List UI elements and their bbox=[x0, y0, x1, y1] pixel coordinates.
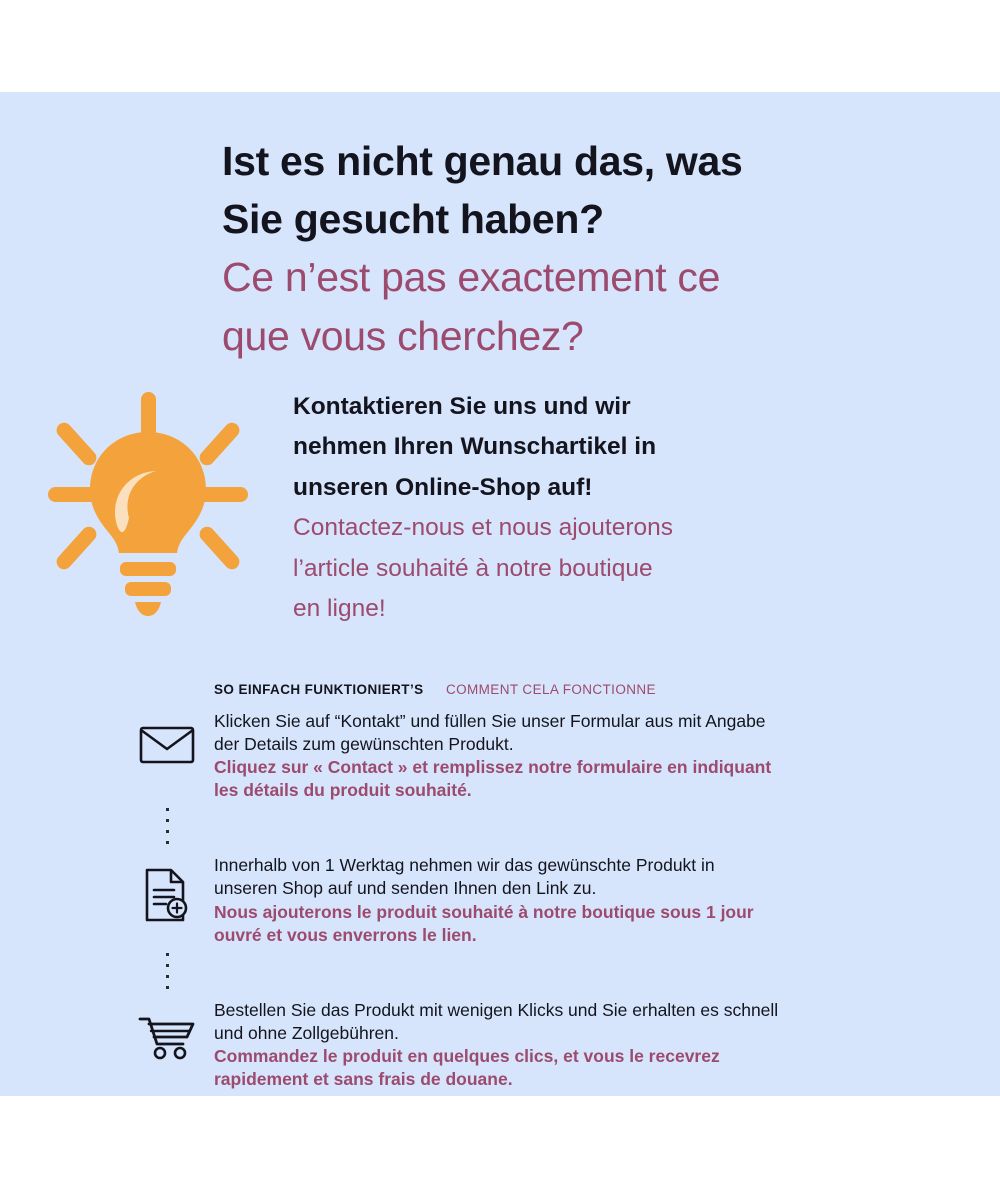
subheadline-block bbox=[293, 387, 913, 630]
how-it-works-title-de: SO EINFACH FUNKTIONIERT’S bbox=[214, 682, 424, 697]
headline-de-line1: Ist es nicht genau das, was bbox=[222, 138, 743, 184]
step-de-line1: Bestellen Sie das Produkt mit wenigen Klicks und Sie erhalten es schnell bbox=[214, 999, 779, 1020]
headline-de-line2: Sie gesucht haben? bbox=[222, 196, 604, 243]
subheadline-de-line1: Kontaktieren Sie uns und wir bbox=[293, 393, 631, 420]
step-icon-col bbox=[120, 997, 214, 1061]
step-de-line2: und ohne Zollgebühren. bbox=[214, 1022, 399, 1043]
document-add-icon bbox=[143, 868, 191, 922]
envelope-icon bbox=[139, 724, 195, 766]
subheadline-fr-line2: l’article souhaité à notre boutique bbox=[293, 554, 653, 582]
step-fr-line2: les détails du produit souhaité. bbox=[214, 780, 472, 801]
headline-block bbox=[222, 132, 942, 365]
how-it-works-title bbox=[214, 681, 656, 699]
step-de-line1: Klicken Sie auf “Kontakt” und füllen Sie unser Formular aus mit Angabe bbox=[214, 711, 766, 731]
headline-fr-line2: que vous cherchez? bbox=[222, 312, 584, 359]
step-item bbox=[120, 997, 950, 1091]
step-text-col bbox=[214, 708, 950, 802]
subheadline-de-line2: nehmen Ihren Wunschartikel in bbox=[293, 433, 657, 461]
lightbulb-icon bbox=[28, 382, 268, 622]
headline-fr-line1: Ce n’est pas exactement ce bbox=[222, 254, 721, 301]
step-de-line2: der Details zum gewünschten Produkt. bbox=[214, 734, 514, 755]
step-de-line1: Innerhalb von 1 Werktag nehmen wir das gewünschte Produkt in bbox=[214, 855, 715, 876]
subheadline-fr-line3: en ligne! bbox=[293, 595, 386, 623]
step-item bbox=[120, 852, 950, 946]
step-de-line2: unseren Shop auf und senden Ihnen den Link zu. bbox=[214, 878, 597, 899]
step-icon-col bbox=[120, 708, 214, 766]
how-it-works-title-fr: COMMENT CELA FONCTIONNE bbox=[445, 682, 656, 697]
shopping-cart-icon bbox=[138, 1013, 196, 1061]
step-text-col bbox=[214, 997, 950, 1091]
promo-panel bbox=[0, 92, 1000, 1096]
step-connector bbox=[120, 947, 214, 997]
dotted-line bbox=[166, 953, 169, 991]
step-fr-line1: Cliquez sur « Contact » et remplissez notre formulaire en indiquant bbox=[214, 757, 772, 778]
step-connector bbox=[120, 802, 214, 852]
step-icon-col bbox=[120, 852, 214, 922]
step-fr-line1: Nous ajouterons le produit souhaité à notre boutique sous 1 jour bbox=[214, 901, 754, 922]
subheadline-de-line3: unseren Online-Shop auf! bbox=[293, 473, 593, 501]
step-item bbox=[120, 708, 950, 802]
subheadline-fr-line1: Contactez-nous et nous ajouterons bbox=[293, 514, 673, 542]
step-fr-line2: ouvré et vous enverrons le lien. bbox=[214, 924, 477, 945]
step-fr-line2: rapidement et sans frais de douane. bbox=[214, 1069, 513, 1090]
step-text-col bbox=[214, 852, 950, 946]
steps-list bbox=[120, 708, 950, 1091]
dotted-line bbox=[166, 808, 169, 846]
step-fr-line1: Commandez le produit en quelques clics, et vous le recevrez bbox=[214, 1045, 720, 1066]
